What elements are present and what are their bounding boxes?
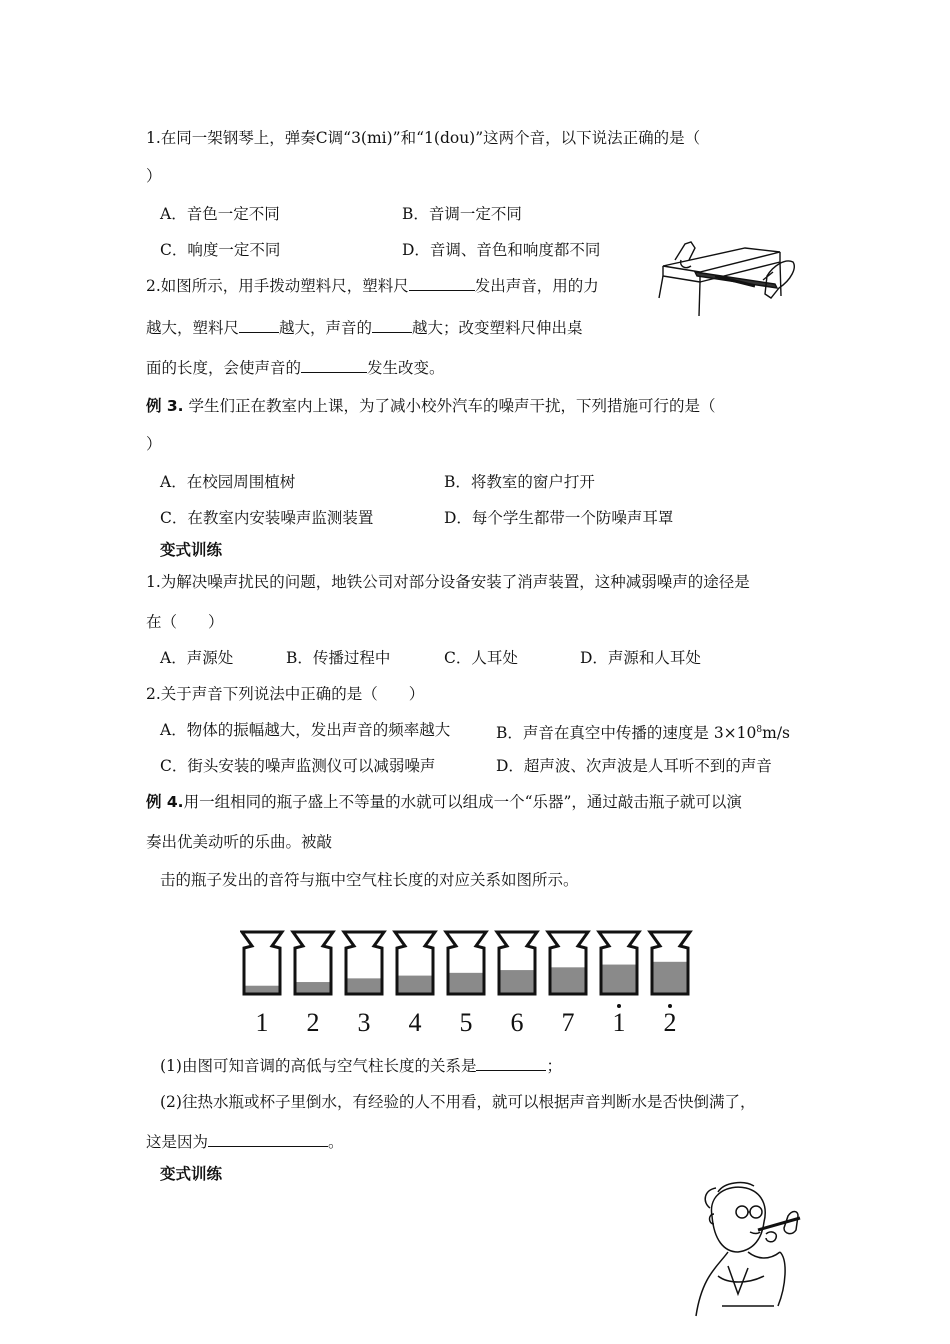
note-label-7: 7 xyxy=(561,1008,575,1037)
q2-line2: 越大，塑料尺 越大，声音的 越大；改变塑料尺伸出桌 xyxy=(146,319,583,337)
example-3-stem: 例 3. 学生们正在教室内上课，为了减小校外汽车的噪声干扰，下列措施可行的是（ xyxy=(146,397,716,415)
note-label-4: 4 xyxy=(408,1008,422,1037)
p1-option-c: C．人耳处 xyxy=(444,649,518,667)
bottle-2 xyxy=(293,932,333,994)
note-label-6: 6 xyxy=(510,1008,524,1037)
bottle-4 xyxy=(395,932,435,994)
water-fill-2 xyxy=(296,982,330,994)
example-4-sub2: (2)往热水瓶或杯子里倒水，有经验的人不用看，就可以根据声音判断水是否快倒满了， xyxy=(160,1093,756,1111)
person-playing-flute-figure xyxy=(688,1176,808,1326)
note-label-3: 3 xyxy=(357,1008,371,1037)
p2-option-a: A．物体的振幅越大，发出声音的频率越大 xyxy=(160,721,451,739)
practice-title-1: 变式训练 xyxy=(160,541,223,559)
q1-option-b: B．音调一定不同 xyxy=(402,205,522,223)
example-4-sub2-line2: 这是因为 。 xyxy=(146,1133,344,1151)
bottle-5 xyxy=(446,932,486,994)
note-label-8: 1 xyxy=(612,1008,626,1037)
example-4-stem3: 击的瓶子发出的音符与瓶中空气柱长度的对应关系如图所示。 xyxy=(160,871,579,889)
water-fill-9 xyxy=(653,962,687,994)
water-fill-4 xyxy=(398,976,432,994)
p2-option-d: D．超声波、次声波是人耳听不到的声音 xyxy=(496,757,772,775)
p1-option-d: D．声源和人耳处 xyxy=(580,649,701,667)
water-fill-3 xyxy=(347,978,381,994)
p2-option-b: B．声音在真空中传播的速度是 $3\times 10^8m/s$ xyxy=(496,724,790,743)
q1-option-d: D．音调、音色和响度都不同 xyxy=(402,241,601,259)
bottle-8 xyxy=(599,932,639,994)
ex3-option-b: B．将教室的窗户打开 xyxy=(444,473,595,491)
note-label-5: 5 xyxy=(459,1008,473,1037)
water-bottles-figure xyxy=(240,928,700,1000)
q1-stem-end: ） xyxy=(146,167,162,185)
note-label-9: 2 xyxy=(663,1008,677,1037)
example-4-stem2: 奏出优美动听的乐曲。被敲 xyxy=(146,833,333,851)
note-label-2: 2 xyxy=(306,1008,320,1037)
p2-option-c: C．街头安装的噪声监测仪可以减弱噪声 xyxy=(160,757,436,775)
water-fill-5 xyxy=(449,973,483,994)
bottle-3 xyxy=(344,932,384,994)
practice-2-stem: 2.关于声音下列说法中正确的是（ ） xyxy=(146,685,425,703)
practice-1-stem2: 在（ ） xyxy=(146,613,224,631)
ex3-option-a: A．在校园周围植树 xyxy=(160,473,296,491)
q2-line1: 2.如图所示，用手拨动塑料尺，塑料尺 发出声音，用的力 xyxy=(146,277,599,295)
water-fill-6 xyxy=(500,970,534,994)
ex3-option-d: D．每个学生都带一个防噪声耳罩 xyxy=(444,509,674,527)
example-3-stem-end: ） xyxy=(146,435,162,453)
q2-line3: 面的长度，会使声音的 发生改变。 xyxy=(146,359,445,377)
bottle-7 xyxy=(548,932,588,994)
example-4-stem: 例 4.用一组相同的瓶子盛上不等量的水就可以组成一个“乐器”，通过敲击瓶子就可以演 xyxy=(146,793,742,811)
ex3-option-c: C．在教室内安装噪声监测装置 xyxy=(160,509,374,527)
q1-option-a: A．音色一定不同 xyxy=(160,205,280,223)
water-fill-8 xyxy=(602,965,636,994)
example-4-sub1: (1)由图可知音调的高低与空气柱长度的关系是 ； xyxy=(160,1057,562,1075)
bottle-1 xyxy=(242,932,282,994)
high-octave-dot-9 xyxy=(668,1004,672,1008)
practice-title-2: 变式训练 xyxy=(160,1165,223,1183)
ruler-pluck-figure xyxy=(655,236,805,326)
q1-stem: 1.在同一架钢琴上，弹奏C调“3(mi)”和“1(dou)”这两个音，以下说法正确的是（ xyxy=(146,129,701,147)
bottle-6 xyxy=(497,932,537,994)
q1-option-c: C．响度一定不同 xyxy=(160,241,281,259)
high-octave-dot-8 xyxy=(617,1004,621,1008)
p1-option-b: B．传播过程中 xyxy=(286,649,391,667)
p1-option-a: A．声源处 xyxy=(160,649,234,667)
bottle-9 xyxy=(650,932,690,994)
practice-1-stem: 1.为解决噪声扰民的问题，地铁公司对部分设备安装了消声装置，这种减弱噪声的途径是 xyxy=(146,573,750,591)
water-fill-7 xyxy=(551,967,585,994)
bottle-outline-1 xyxy=(242,932,282,994)
note-label-1: 1 xyxy=(255,1008,269,1037)
